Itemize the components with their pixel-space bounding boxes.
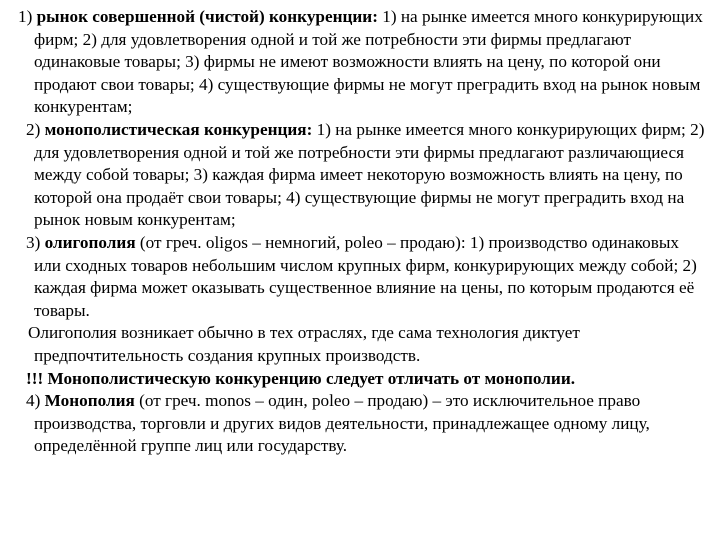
paragraph-text: Олигополия возникает обычно в тех отраслях, где сама технология диктует предпочтительность создания крупных производств. xyxy=(28,323,580,365)
paragraph-number: 1) xyxy=(18,7,33,26)
term-perfect-competition: рынок совершенной (чистой) конкуренции: xyxy=(36,7,378,26)
term-oligopoly: олигополия xyxy=(44,232,136,252)
term-monopoly: Монополия xyxy=(44,391,135,411)
paragraph-monopolistic-competition xyxy=(10,119,710,232)
paragraph-warning xyxy=(10,368,710,391)
paragraph-number: 2) xyxy=(26,119,41,139)
paragraph-oligopoly-note xyxy=(10,322,710,367)
paragraph-text: 1) на рынке имеется много конкурирующих фирм; 2) для удовлетворения одной и той же потребности эти фирмы предлагают одинаковые товары; 3) фирмы не имеют возможности влиять на цену, по которой они продают свои товары; 4) существующие фирмы не могут преградить вход на рынок новым конкурентам; xyxy=(34,7,703,117)
paragraph-perfect-competition xyxy=(10,6,710,119)
warning-text: !!! Монополистическую конкуренцию следует отличать от монополии. xyxy=(26,368,576,388)
paragraph-text: (от греч. oligos – немногий, poleo – продаю): 1) производство одинаковых или сходных товаров небольшим числом крупных фирм, конкурирующих между собой; 2) каждая фирма может оказывать существенное влияние на цены, по которым продаются её товары. xyxy=(34,232,697,320)
paragraph-number: 4) xyxy=(26,391,41,411)
paragraph-oligopoly xyxy=(10,232,710,322)
paragraph-number: 3) xyxy=(26,232,41,252)
term-monopolistic-competition: монополистическая конкуренция: xyxy=(44,119,313,139)
paragraph-text: 1) на рынке имеется много конкурирующих фирм; 2) для удовлетворения одной и той же потребности эти фирмы предлагают различающиеся между собой товары; 3) каждая фирма имеет некоторую возможность влиять на цену, по которой она продаёт свои товары; 4) существующие фирмы не могут преградить вход на рынок новым конкурентам; xyxy=(34,119,705,230)
paragraph-monopoly xyxy=(10,390,710,458)
paragraph-text: (от греч. monos – один, poleo – продаю) – это исключительное право производства, торговли и других видов деятельности, принадлежащее одному лицу, определённой группе лиц или государству. xyxy=(34,391,650,456)
